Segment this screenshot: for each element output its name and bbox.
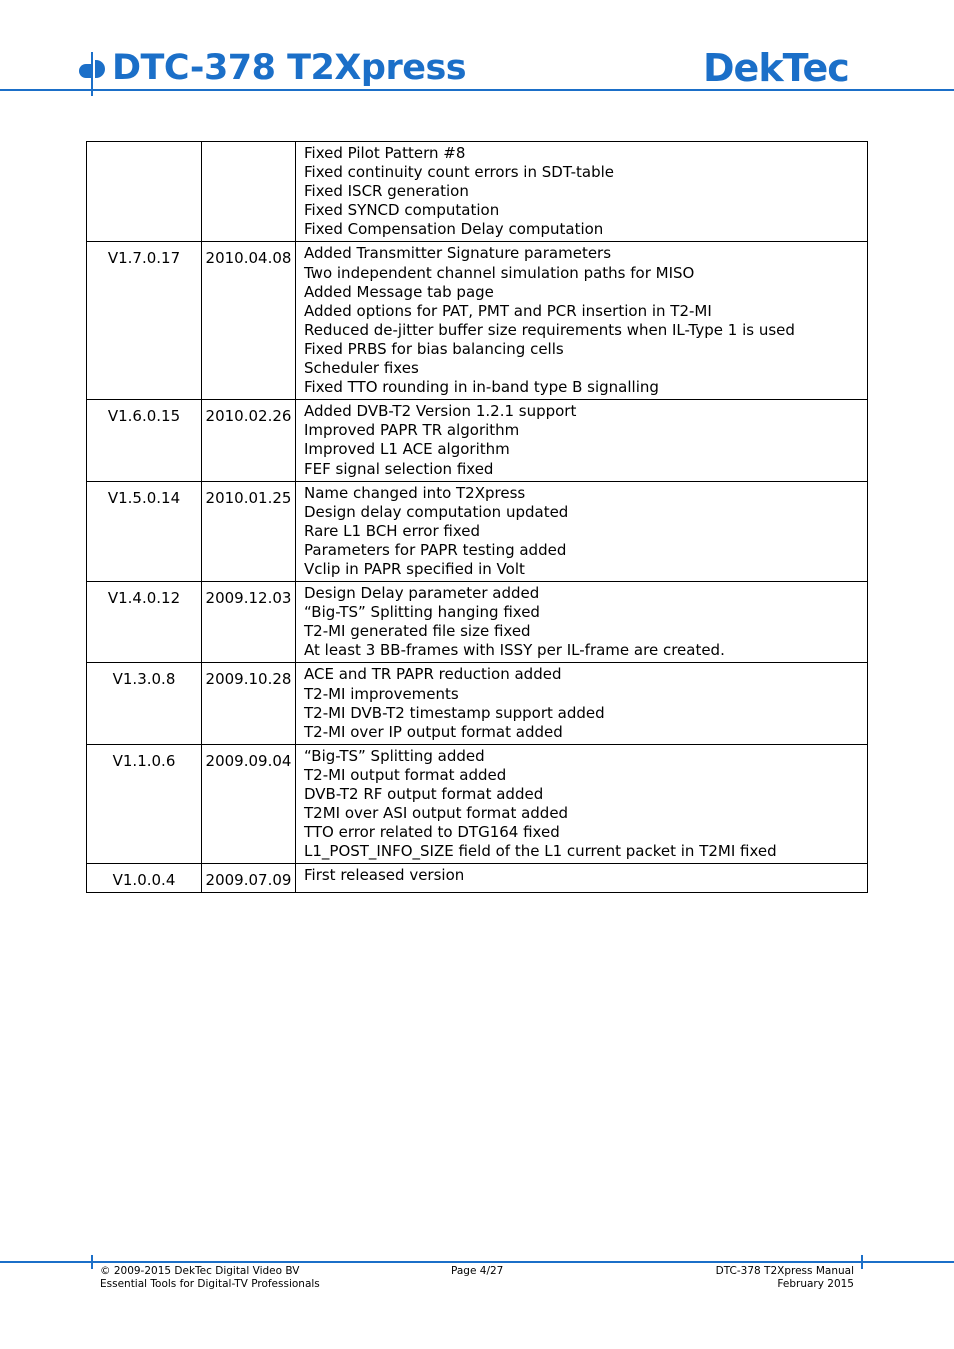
version-cell: V1.7.0.17 bbox=[87, 242, 202, 400]
notes-cell bbox=[296, 744, 868, 864]
change-note: Fixed PRBS for bias balancing cells bbox=[304, 339, 564, 358]
change-note: FEF signal selection fixed bbox=[304, 459, 494, 478]
change-note: T2-MI DVB-T2 timestamp support added bbox=[304, 703, 605, 722]
change-note: Fixed ISCR generation bbox=[304, 182, 469, 201]
change-note: “Big-TS” Splitting added bbox=[304, 746, 485, 765]
footer-rule bbox=[0, 1261, 954, 1263]
table-row bbox=[87, 242, 868, 400]
table-row bbox=[87, 663, 868, 744]
change-note: Added Transmitter Signature parameters bbox=[304, 244, 612, 263]
version-cell bbox=[87, 142, 202, 242]
date-cell: 2009.09.04 bbox=[202, 744, 296, 864]
change-note: Fixed Compensation Delay computation bbox=[304, 220, 604, 239]
change-note: First released version bbox=[304, 866, 465, 885]
footer-right bbox=[716, 1265, 854, 1291]
change-note: Improved L1 ACE algorithm bbox=[304, 440, 510, 459]
change-note: T2-MI generated file size fixed bbox=[304, 622, 531, 641]
change-note: Fixed Pilot Pattern #8 bbox=[304, 144, 466, 162]
date-cell: 2009.10.28 bbox=[202, 663, 296, 744]
notes-cell bbox=[296, 400, 868, 481]
change-note: Fixed TTO rounding in in-band type B signalling bbox=[304, 378, 659, 397]
notes-cell bbox=[296, 663, 868, 744]
change-note: At least 3 BB-frames with ISSY per IL-frame are created. bbox=[304, 641, 725, 660]
footer-rule-tick-right bbox=[861, 1255, 863, 1269]
footer-copyright: © 2009-2015 DekTec Digital Video BV bbox=[100, 1265, 300, 1277]
dektec-logo bbox=[703, 48, 866, 92]
version-cell: V1.5.0.14 bbox=[87, 481, 202, 581]
change-note: Improved PAPR TR algorithm bbox=[304, 421, 520, 440]
date-cell: 2010.04.08 bbox=[202, 242, 296, 400]
change-note: DVB-T2 RF output format added bbox=[304, 785, 544, 803]
date-cell: 2010.01.25 bbox=[202, 481, 296, 581]
change-note: T2-MI over IP output format added bbox=[304, 722, 563, 741]
change-note: “Big-TS” Splitting hanging fixed bbox=[304, 603, 540, 622]
change-note: Fixed SYNCD computation bbox=[304, 201, 500, 220]
footer-manual-name: DTC-378 T2Xpress Manual bbox=[715, 1265, 854, 1277]
change-note: Fixed continuity count errors in SDT-table bbox=[304, 163, 615, 182]
notes-cell bbox=[296, 242, 868, 400]
version-cell: V1.1.0.6 bbox=[87, 744, 202, 864]
change-note: T2MI over ASI output format added bbox=[304, 804, 569, 823]
date-cell bbox=[202, 142, 296, 242]
date-cell: 2009.12.03 bbox=[202, 582, 296, 663]
change-note: Two independent channel simulation paths for MISO bbox=[304, 263, 695, 282]
change-note: T2-MI improvements bbox=[304, 684, 459, 703]
change-note: ACE and TR PAPR reduction added bbox=[304, 665, 562, 684]
table-row bbox=[87, 142, 868, 242]
change-note: Design delay computation updated bbox=[304, 502, 569, 521]
date-cell: 2009.07.09 bbox=[202, 864, 296, 893]
header-mark-icon bbox=[79, 64, 91, 78]
change-note: Rare L1 BCH error fixed bbox=[304, 521, 481, 540]
change-note: Design Delay parameter added bbox=[304, 584, 540, 603]
change-note: Name changed into T2Xpress bbox=[304, 483, 526, 502]
date-cell: 2010.02.26 bbox=[202, 400, 296, 481]
change-note: Added options for PAT, PMT and PCR insertion in T2-MI bbox=[304, 301, 712, 320]
logo-text: DekTec bbox=[703, 46, 849, 90]
table-row bbox=[87, 481, 868, 581]
change-note: T2-MI output format added bbox=[304, 765, 507, 784]
change-note: TTO error related to DTG164 fixed bbox=[304, 823, 560, 842]
revision-history-table bbox=[86, 141, 868, 893]
revision-history-body bbox=[87, 142, 868, 893]
change-note: Vclip in PAPR specified in Volt bbox=[304, 559, 525, 578]
table-row bbox=[87, 744, 868, 864]
version-cell: V1.0.0.4 bbox=[87, 864, 202, 893]
footer-rule-tick-left bbox=[91, 1255, 93, 1269]
document-title: DTC-378 T2Xpress bbox=[112, 48, 467, 88]
table-row bbox=[87, 864, 868, 893]
version-cell: V1.4.0.12 bbox=[87, 582, 202, 663]
footer-date: February 2015 bbox=[777, 1278, 854, 1290]
header-rule-tick bbox=[91, 52, 93, 96]
header-mark-icon-right bbox=[95, 60, 105, 78]
table-row bbox=[87, 582, 868, 663]
version-cell: V1.6.0.15 bbox=[87, 400, 202, 481]
change-note: Parameters for PAPR testing added bbox=[304, 540, 567, 559]
change-note: Reduced de-jitter buffer size requirements when IL-Type 1 is used bbox=[304, 320, 795, 339]
footer-tagline: Essential Tools for Digital-TV Professionals bbox=[100, 1278, 320, 1290]
notes-cell bbox=[296, 582, 868, 663]
table-row bbox=[87, 400, 868, 481]
notes-cell bbox=[296, 142, 868, 242]
change-note: Scheduler fixes bbox=[304, 359, 419, 378]
notes-cell bbox=[296, 481, 868, 581]
change-note: L1_POST_INFO_SIZE field of the L1 current packet in T2MI fixed bbox=[304, 842, 777, 861]
notes-cell bbox=[296, 864, 868, 893]
footer-left bbox=[100, 1265, 320, 1291]
change-note: Added DVB-T2 Version 1.2.1 support bbox=[304, 402, 577, 421]
change-note: Added Message tab page bbox=[304, 282, 494, 301]
version-cell: V1.3.0.8 bbox=[87, 663, 202, 744]
footer-page-number: Page 4/27 bbox=[451, 1265, 504, 1277]
